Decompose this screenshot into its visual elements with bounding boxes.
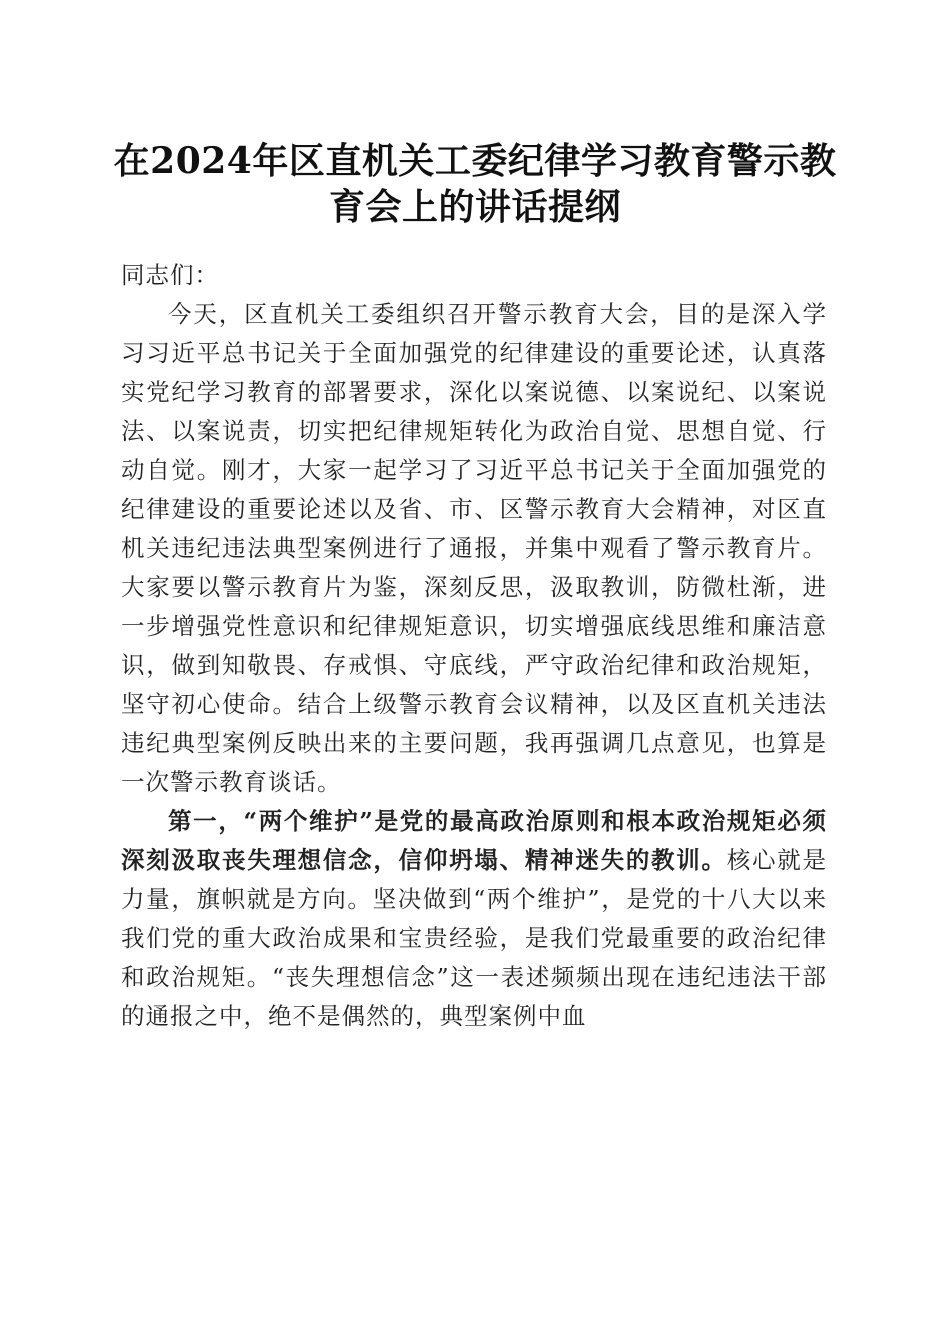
paragraph-heading: 第一，“两个维护”是党的最高政治原则和根本政治规矩必须深刻汲取丧失理想信念，信仰坍塌、精神迷失的教训。 [121, 807, 827, 874]
paragraph-point-one [121, 802, 827, 1036]
document-body [121, 256, 827, 1036]
paragraph-text: 核心就是力量，旗帜就是方向。坚决做到“两个维护”，是党的十八大以来我们党的重大政治成果和宝贵经验，是我们党最重要的政治纪律和政治规矩。“丧失理想信念”这一表述频频出现在违纪违法干部的通报之中，绝不是偶然的，典型案例中血 [121, 846, 828, 1030]
paragraph-intro [121, 295, 827, 802]
salutation: 同志们： [121, 261, 219, 289]
paragraph-text: 今天，区直机关工委组织召开警示教育大会，目的是深入学习习近平总书记关于全面加强党的纪律建设的重要论述，认真落实党纪学习教育的部署要求，深化以案说德、以案说纪、以案说法、以案说责，切实把纪律规矩转化为政治自觉、思想自觉、行动自觉。刚才，大家一起学习了习近平总书记关于全面加强党的纪律建设的重要论述以及省、市、区警示教育大会精神，对区直机关违纪违法典型案例进行了通报，并集中观看了警示教育片。大家要以警示教育片为鉴，深刻反思，汲取教训，防微杜渐，进一步增强党性意识和纪律规矩意识，切实增强底线思维和廉洁意识，做到知敬畏、存戒惧、守底线，严守政治纪律和政治规矩，坚守初心使命。结合上级警示教育会议精神，以及区直机关违法违纪典型案例反映出来的主要问题，我再强调几点意见，也算是一次警示教育谈话。 [121, 300, 827, 796]
document-title: 在2024年区直机关工委纪律学习教育警示教育会上的讲话提纲 [113, 140, 837, 228]
